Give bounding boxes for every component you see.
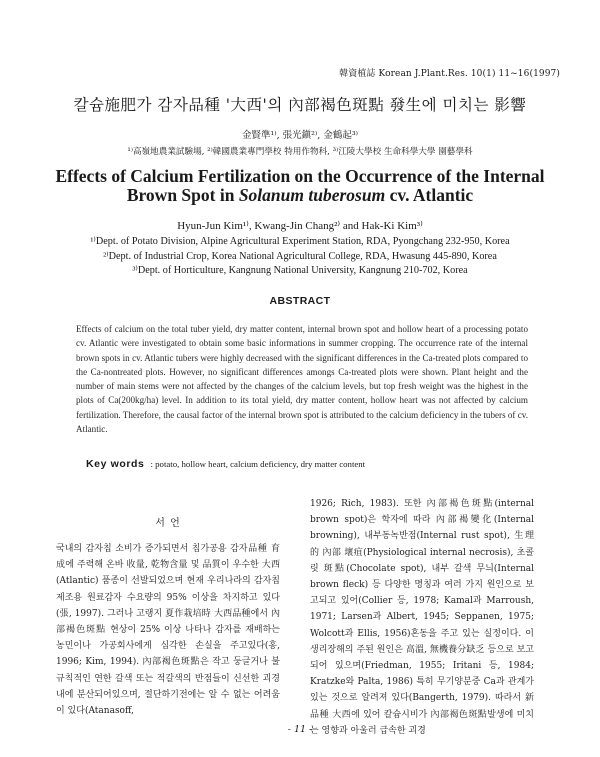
abstract-heading: ABSTRACT bbox=[269, 295, 331, 307]
affiliations-english bbox=[60, 235, 540, 279]
affiliation-2: ²⁾Dept. of Industrial Crop, Korea National Agricultural College, RDA, Hwasung 445-890, Korea bbox=[103, 250, 497, 262]
authors-english: Hyun-Jun Kim¹⁾, Kwang-Jin Chang²⁾ and Hak-Ki Kim³⁾ bbox=[177, 220, 423, 232]
affiliation-3: ³⁾Dept. of Horticulture, Kangnung National University, Kangnung 210-702, Korea bbox=[132, 265, 468, 276]
title-english-line2 bbox=[0, 186, 600, 205]
left-column-text: 국내의 감자칩 소비가 증가되면서 칩가공용 감자品種 育成에 주력해 온바 收量, 乾物含量 및 品質이 우수한 大西(Atlantic) 품종이 선발되었으며 현재 우리나라의 감자칩 제조용 원료감자 수요량의 95% 이상을 차지하고 있다(張, 1997). 그러나 고랭지 夏作栽培時 大西品種에서 內部褐色斑點 현상이 25% 이상 나타나 감자를 재배하는 농민이나 가공회사에게 심각한 손실을 주고있다(홍, 1996; Kim, 1994). 內部褐色斑點은 작고 둥글거나 불규칙적인 연한 갈색 또는 적갈색의 반점들이 신선한 괴경내에 분산되어있으며, 절단하기전에는 알 수 없는 어려움이 있다(Atanasoff, bbox=[56, 544, 280, 717]
affiliations-korean: ¹⁾高嶺地農業試驗場, ²⁾韓國農業專門學校 特用作物科, ³⁾江陵大學校 生命科學大學 園藝學科 bbox=[127, 147, 473, 157]
title-english-species: Solanum tuberosum bbox=[238, 185, 386, 205]
journal-citation: 韓資植誌 Korean J.Plant.Res. 10(1) 11~16(1997) bbox=[339, 69, 560, 79]
right-column-text: 1926; Rich, 1983). 또한 內部褐色斑點(internal brown spot)은 학자에 따라 內部褐變化(Internal browning), 내부동녹반점(Internal rust spot), 生理的 內部 壞疽(Physiological internal necrosis), 초콜릿 斑點(Chocolate spot), 내부 갈색 무늬(Internal brown fleck) 등 다양한 명칭과 여러 가지 원인으로 보고되고 있어(Collier 등, 1978; Kamal과 Marroush, 1971; Larsen과 Albert, 1945; Seppanen, 1975; Wolcott과 Ellis, 1956)혼동을 주고 있는 실정이다. 이 생리장해의 주된 원인은 高溫, 無機養分缺乏 등으로 보고되어 있으며(Friedman, 1955; Iritani 등, 1984; Kratzke와 Palta, 1986) 특히 무기양분중 Ca과 관계가 있는 것으로 알려져 있다(Bangerth, 1979). 따라서 新品種 大西에 있어 칼슘시비가 內部褐色斑點발생에 미치는 영향과 아울러 급속한 괴경 bbox=[310, 499, 534, 736]
title-korean: 칼슘施肥가 감자品種 '大西'의 內部褐色斑點 發生에 미치는 影響 bbox=[73, 96, 527, 114]
title-english-line2-prefix: Brown Spot in bbox=[126, 185, 239, 205]
keywords-label: Key words bbox=[86, 458, 145, 470]
title-english-line1: Effects of Calcium Fertilization on the Occurrence of the Internal bbox=[55, 166, 545, 186]
title-english-line2-suffix: cv. Atlantic bbox=[385, 185, 474, 205]
title-english bbox=[0, 167, 600, 205]
keywords-list: : potato, hollow heart, calcium deficiency, dry matter content bbox=[150, 459, 366, 469]
authors-korean: 金賢準¹⁾, 張光鎭²⁾, 金鶴起³⁾ bbox=[241, 130, 358, 141]
page-number: - 11 - bbox=[287, 724, 313, 735]
abstract-body: Effects of calcium on the total tuber yield, dry matter content, internal brown spot and hollow heart of a processing potato cv. Atlantic were investigated to obtain some basic informations in summer cropping. The occurrence rate of the internal brown spots in cv. Atlantic tubers were highly decreased with the significant differences in the Ca-treated plots compared to the Ca-nontreated plots. However, no significant differences amongs Ca-treated plots were shown. Plant height and the number of main stems were not affected by the changes of the calcium levels, but top fresh weight was the highest in the plots of Ca(200kg/ha) level. In addition to its total yield, dry matter content, hollow heart was not affected by calcium fertilization. Therefore, the causal factor of the internal brown spot is attributed to the calcium deficiency in the tubers of cv. Atlantic. bbox=[76, 324, 528, 435]
affiliation-1: ¹⁾Dept. of Potato Division, Alpine Agricultural Experiment Station, RDA, Pyongchang 232-950, Korea bbox=[90, 236, 510, 247]
keywords bbox=[86, 458, 526, 470]
introduction-heading: 서 언 bbox=[155, 518, 181, 529]
